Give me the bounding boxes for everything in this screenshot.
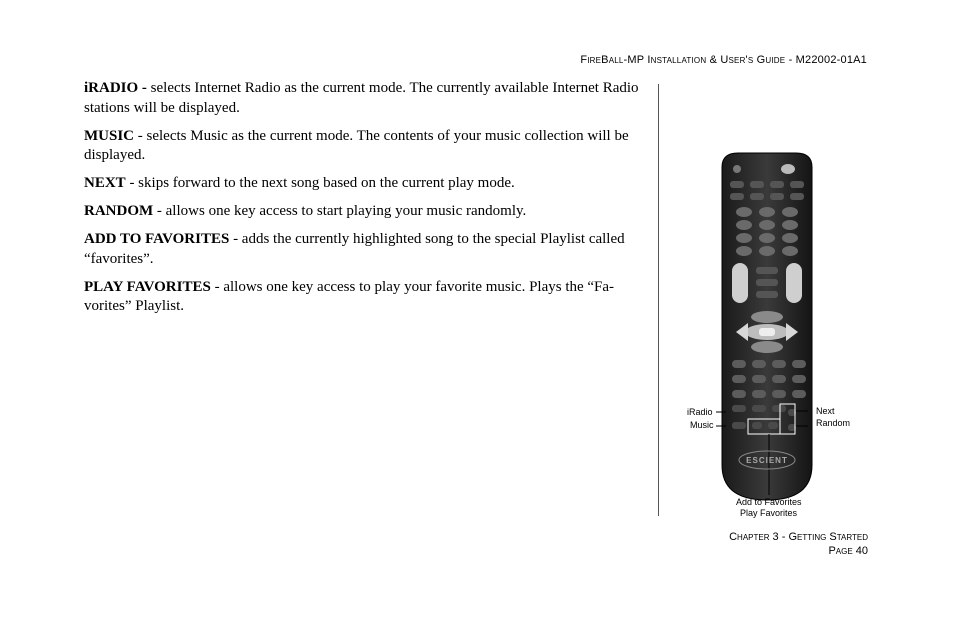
- term-play-favorites: PLAY FAVORITES: [84, 278, 211, 295]
- page-footer: [729, 530, 868, 558]
- desc-play-favorites: - allows one key access to play your favorite music. Plays the “Fa-vorites” Playlist.: [84, 278, 615, 314]
- item-iradio: [84, 79, 656, 118]
- term-random: RANDOM: [84, 203, 154, 219]
- label-play-favorites: Play Favorites: [740, 508, 798, 518]
- item-random: [84, 202, 656, 222]
- term-music: MUSIC: [84, 127, 135, 144]
- running-header: FireBall-MP Installation & User's Guide - M22002-01A1: [580, 54, 867, 66]
- label-music: Music: [690, 420, 714, 430]
- definition-list: [84, 79, 656, 325]
- term-add-to-favorites: ADD TO FAVORITES: [84, 231, 230, 247]
- term-iradio: iRADIO -: [84, 80, 147, 96]
- item-play-favorites: [84, 278, 656, 317]
- item-music: [84, 127, 656, 166]
- term-next: NEXT: [84, 175, 126, 191]
- label-iradio: iRadio: [687, 407, 713, 417]
- page-number: Page 40: [828, 545, 868, 557]
- label-next: Next: [816, 406, 835, 416]
- item-next: [84, 174, 656, 194]
- column-divider: [658, 84, 659, 516]
- label-random: Random: [816, 418, 851, 428]
- label-add-to-favorites: Add to Favorites: [736, 497, 802, 507]
- remote-control-illustration: [660, 145, 900, 525]
- remote-figure: [660, 145, 900, 525]
- chapter-label: Chapter 3 - Getting Started: [729, 531, 868, 543]
- desc-add-to-favorites: - adds the currently highlighted song to the special Playlist called “favorites”.: [84, 231, 625, 267]
- desc-music: - selects Music as the current mode. The contents of your music collection will be displayed.: [84, 127, 629, 163]
- desc-random: - allows one key access to start playing your music randomly.: [153, 203, 527, 219]
- brand-logo: ESCIENT: [746, 456, 788, 465]
- item-add-to-favorites: [84, 230, 656, 269]
- desc-iradio: selects Internet Radio as the current mode. The currently available Internet Radio stations will be displayed.: [84, 80, 639, 116]
- desc-next: - skips forward to the next song based on the current play mode.: [125, 175, 515, 191]
